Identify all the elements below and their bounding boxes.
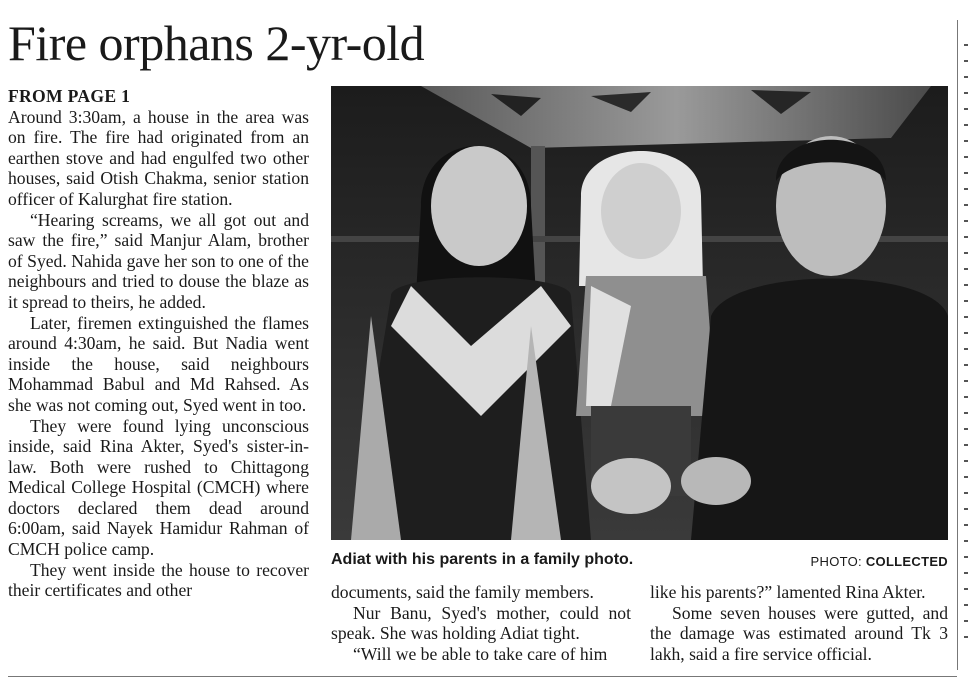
photo-credit bbox=[811, 553, 948, 571]
jump-line: FROM PAGE 1 bbox=[8, 86, 131, 106]
photo-credit-prefix: PHOTO: bbox=[810, 554, 866, 569]
headline: Fire orphans 2-yr-old bbox=[8, 15, 425, 71]
paragraph: Later, firemen extinguished the flames around 4:30am, he said. But Nadia went inside the house, said neighbours Mohammad Babul and Md Rahsed. As she was not coming out, Syed went in too. bbox=[8, 312, 309, 415]
right-column bbox=[650, 582, 948, 664]
paragraph: like his parents?” lamented Rina Akter. bbox=[650, 582, 926, 602]
left-column bbox=[8, 86, 309, 601]
paragraph: “Will we be able to take care of him bbox=[353, 643, 608, 664]
paragraph: They went inside the house to recover their certificates and other bbox=[8, 559, 309, 601]
adjacent-article-edge bbox=[964, 44, 971, 664]
paragraph: They were found lying unconscious inside, said Rina Akter, Syed's sister-in-law. Both were rushed to Chittagong Medical College Hospital (CMCH) where doctors declared them dead around 6:00am, said Nayek Hamidur Rahman of CMCH police camp. bbox=[8, 415, 309, 560]
family-photo bbox=[331, 86, 948, 540]
paragraph: Nur Banu, Syed's mother, could not speak. She was holding Adiat tight. bbox=[331, 602, 631, 644]
paragraph: documents, said the family members. bbox=[331, 582, 594, 602]
photo-caption: Adiat with his parents in a family photo. bbox=[331, 551, 634, 568]
paragraph: Some seven houses were gutted, and the damage was estimated around Tk 3 lakh, said a fire service official. bbox=[650, 602, 948, 664]
photo-credit-name: COLLECTED bbox=[865, 554, 948, 569]
paragraph: “Hearing screams, we all got out and saw the fire,” said Manjur Alam, brother of Syed. Nahida gave her son to one of the neighbours and tried to douse the blaze as it spread to theirs, he added. bbox=[8, 209, 309, 312]
paragraph: Around 3:30am, a house in the area was on fire. The fire had originated from an earthen stove and had engulfed two other houses, said Otish Chakma, senior station officer of Kalurghat fire station. bbox=[8, 106, 309, 209]
middle-column bbox=[331, 582, 631, 664]
bottom-rule bbox=[8, 676, 957, 677]
column-divider bbox=[957, 20, 958, 670]
family-photo-image bbox=[331, 86, 948, 540]
photo-caption-bar bbox=[331, 549, 948, 571]
